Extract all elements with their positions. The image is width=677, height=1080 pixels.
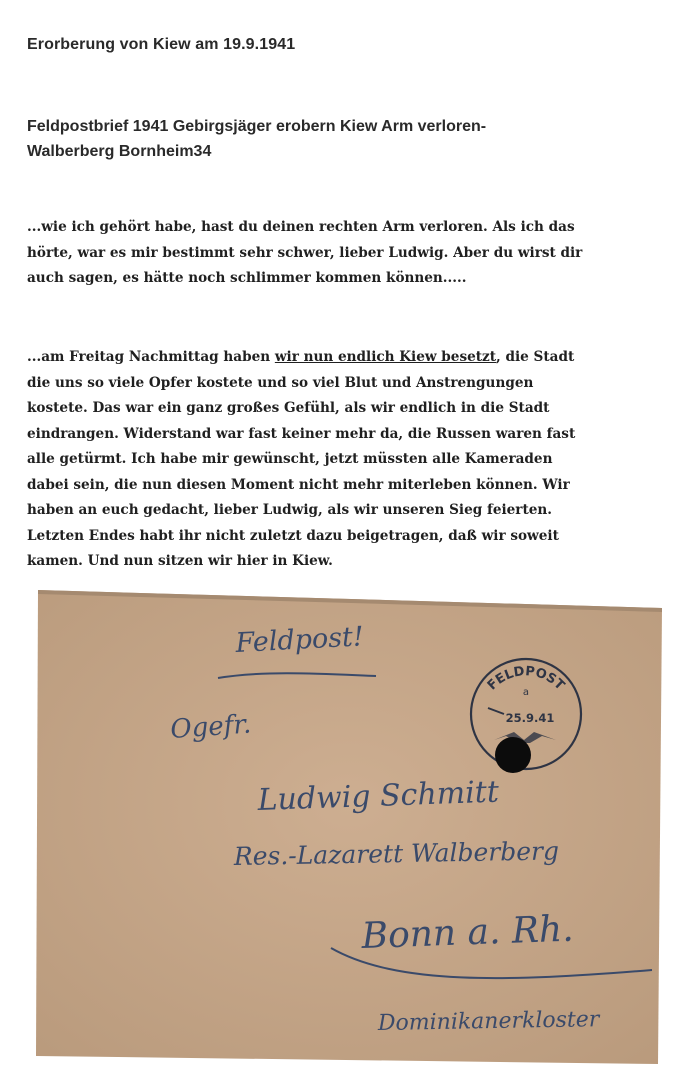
excerpt-line: ...wie ich gehört habe, hast du deinen rechten Arm verloren. Als ich das [27,219,575,235]
excerpt-line: haben an euch gedacht, lieber Ludwig, als wir unseren Sieg feierten. [27,502,552,518]
excerpt-line: alle getürmt. Ich habe mir gewünscht, jetzt müssten alle Kameraden [27,451,553,467]
subtitle-line: Walberberg Bornheim34 [27,143,212,160]
postmark-top-text: FELDPOST [484,664,568,694]
postmark-letter: a [522,687,530,698]
handwriting-feldpost: Feldpost! [234,621,365,659]
excerpt-line: eindrangen. Widerstand war fast keiner mehr da, die Russen waren fast [27,425,576,442]
handwriting-city: Bonn a. Rh. [360,908,575,957]
excerpt-line: die uns so viele Opfer kostete und so viel Blut und Anstrengungen [27,374,534,391]
postmark-date: 25.9.41 [505,711,555,725]
handwriting-rank: Ogefr. [169,709,253,745]
subtitle-line: Feldpostbrief 1941 Gebirgsjäger erobern Kiew Arm verloren- [27,118,487,135]
subtitle [27,114,647,164]
excerpt-line: hörte, war es mir bestimmt sehr schwer, lieber Ludwig. Aber du wirst dir [27,244,583,261]
letter-excerpt-1 [27,215,667,292]
envelope-photo [36,590,664,1065]
excerpt-line: kostete. Das war ein ganz großes Gefühl, als wir endlich in die Stadt [27,400,550,416]
handwriting-hospital: Res.-Lazarett Walberberg [233,836,560,871]
letter-excerpt-2 [27,345,667,575]
handwriting-street: Dominikanerkloster [377,1007,600,1036]
envelope-paper [36,590,662,1064]
excerpt-line: Letzten Endes habt ihr nicht zuletzt dazu beigetragen, daß wir soweit [27,527,559,544]
excerpt-text: , die Stadt [496,349,575,365]
underlined-phrase: wir nun endlich Kiew besetzt [274,349,497,365]
excerpt-line: dabei sein, die nun diesen Moment nicht mehr miterleben können. Wir [27,476,570,493]
page-title: Erorberung von Kiew am 19.9.1941 [27,36,296,53]
excerpt-line: kamen. Und nun sitzen wir hier in Kiew. [27,553,333,569]
blacked-out-emblem [495,737,531,773]
excerpt-line: auch sagen, es hätte noch schlimmer kommen können..... [27,270,467,286]
excerpt-line [27,345,667,371]
handwriting-recipient-name: Ludwig Schmitt [257,774,500,818]
excerpt-text: ...am Freitag Nachmittag haben [27,349,275,365]
